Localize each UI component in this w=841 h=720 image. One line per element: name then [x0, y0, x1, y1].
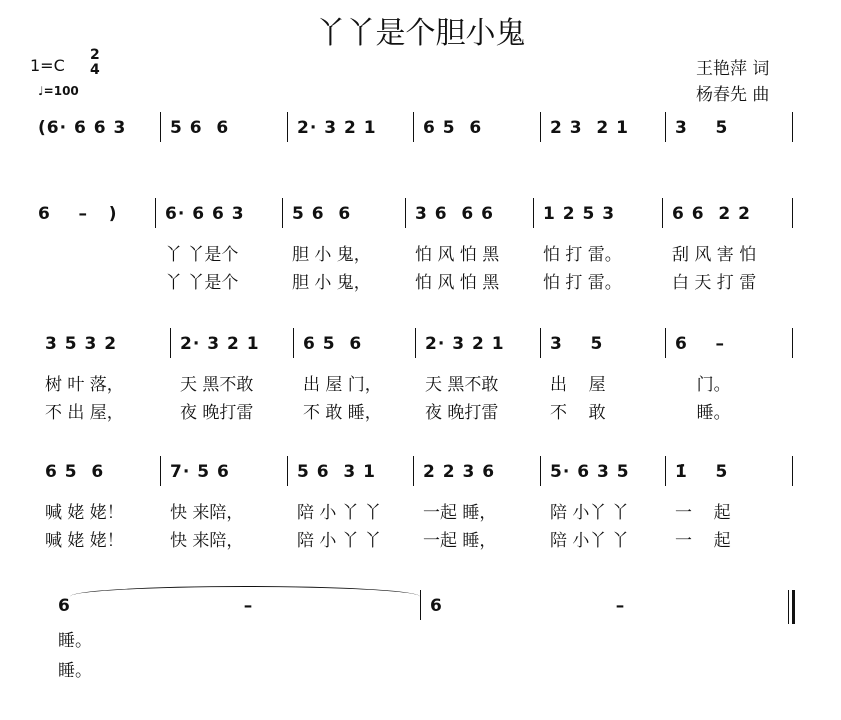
measure — [160, 118, 287, 208]
barline — [160, 456, 161, 486]
measure — [155, 204, 282, 294]
barline — [287, 112, 288, 142]
composer-credit: 杨春先 曲 — [696, 85, 770, 105]
lyric-verse-2: 不 出 屋， — [45, 403, 124, 423]
measure-notes: 6 – — [58, 596, 254, 616]
measure — [287, 118, 413, 208]
measure-notes: 1 2 5 3 — [543, 204, 616, 224]
barline — [792, 456, 793, 486]
lyric-verse-2: 夜 晚打雷 — [425, 403, 499, 423]
lyric-verse-2: 白 天 打 雷 — [672, 273, 757, 293]
measure-notes: 5 6 6 — [170, 118, 230, 138]
lyric-verse-1: 一起 睡， — [423, 503, 497, 523]
lyric-verse-2: 一起 睡， — [423, 531, 497, 551]
measure-notes: 6 – ) — [38, 204, 118, 224]
lyric-verse-1: 睡。 — [58, 631, 92, 651]
measure — [662, 204, 792, 294]
measure-notes: 6 5 6 — [423, 118, 483, 138]
time-bottom: 4 — [90, 62, 100, 78]
barline — [282, 198, 283, 228]
lyric-verse-2: 一 起 — [675, 531, 731, 551]
measure — [405, 204, 533, 294]
lyric-verse-2: 丫 丫是个 — [165, 273, 239, 293]
lyric-verse-1: 天 黑不敢 — [180, 375, 254, 395]
measure — [665, 334, 792, 424]
measure-notes: 5 6 6 — [292, 204, 352, 224]
measure — [287, 462, 413, 552]
measure — [170, 334, 293, 424]
barline — [287, 456, 288, 486]
barline — [662, 198, 663, 228]
lyric-verse-1: 树 叶 落， — [45, 375, 124, 395]
lyric-verse-1: 出 屋 门， — [303, 375, 382, 395]
measure — [533, 204, 662, 294]
barline — [420, 590, 421, 620]
barline — [665, 456, 666, 486]
lyricist-credit: 王艳萍 词 — [696, 59, 770, 79]
lyric-verse-1: 陪 小 丫 丫 — [297, 503, 382, 523]
barline — [160, 112, 161, 142]
measure — [28, 118, 160, 208]
measure — [540, 334, 665, 424]
measure — [35, 334, 170, 424]
measure-notes: 2· 3 2 1 — [425, 334, 505, 354]
measure-notes: 3 5 — [550, 334, 604, 354]
barline — [293, 328, 294, 358]
barline — [413, 112, 414, 142]
lyric-verse-1: 快 来陪， — [170, 503, 244, 523]
lyric-verse-2: 睡。 — [675, 403, 731, 423]
lyric-verse-2: 陪 小丫 丫 — [550, 531, 629, 551]
measure-notes: 6 6 2 2 — [672, 204, 751, 224]
measure-notes: 2· 3 2 1 — [297, 118, 377, 138]
measure-notes: 2 2 3 6 — [423, 462, 496, 482]
lyric-verse-1: 胆 小 鬼， — [292, 245, 371, 265]
measure-notes: 2 3 2 1 — [550, 118, 629, 138]
measure — [665, 462, 792, 552]
measure — [293, 334, 415, 424]
barline — [540, 112, 541, 142]
barline — [540, 328, 541, 358]
key-signature: 1=C — [30, 56, 65, 75]
lyric-verse-2: 睡。 — [58, 661, 92, 681]
measure-notes: 6 5 6 — [45, 462, 105, 482]
time-top: 2 — [90, 47, 100, 63]
barline — [665, 112, 666, 142]
lyric-verse-2: 胆 小 鬼， — [292, 273, 371, 293]
barline — [665, 328, 666, 358]
barline — [792, 198, 793, 228]
song-title: 丫丫是个胆小鬼 — [315, 16, 526, 51]
lyric-verse-1: 怕 风 怕 黑 — [415, 245, 500, 265]
lyric-verse-2: 陪 小 丫 丫 — [297, 531, 382, 551]
measure-notes: 5 6 3 1 — [297, 462, 376, 482]
lyric-verse-2: 不 敢 — [550, 403, 606, 423]
measure — [415, 334, 540, 424]
barline — [533, 198, 534, 228]
lyric-verse-2: 不 敢 睡， — [303, 403, 382, 423]
barline — [405, 198, 406, 228]
lyric-verse-1: 门。 — [675, 375, 731, 395]
measure-notes: 6 5 6 — [303, 334, 363, 354]
measure — [540, 118, 665, 208]
measure — [420, 596, 788, 686]
measure-notes: 3 5 — [675, 118, 729, 138]
measure — [28, 204, 155, 294]
barline — [792, 328, 793, 358]
measure — [413, 118, 540, 208]
lyric-verse-2: 快 来陪， — [170, 531, 244, 551]
final-barline — [788, 590, 795, 624]
measure — [35, 462, 160, 552]
measure-notes: 1̇ 5 — [675, 462, 729, 482]
measure-notes: 3 5 3 2 — [45, 334, 118, 354]
lyric-verse-1: 喊 姥 姥！ — [45, 503, 124, 523]
measure — [665, 118, 792, 208]
measure-notes: 3 6 6 6 — [415, 204, 494, 224]
lyric-verse-2: 夜 晚打雷 — [180, 403, 254, 423]
barline — [792, 112, 793, 142]
barline — [155, 198, 156, 228]
barline — [413, 456, 414, 486]
measure — [282, 204, 405, 294]
measure-notes: 6 – — [430, 596, 626, 616]
lyric-verse-2: 喊 姥 姥！ — [45, 531, 124, 551]
lyric-verse-1: 出 屋 — [550, 375, 606, 395]
measure-notes: 5· 6 3 5 — [550, 462, 630, 482]
time-signature — [90, 48, 100, 78]
measure — [413, 462, 540, 552]
measure-notes: 7· 5 6 — [170, 462, 230, 482]
lyric-verse-1: 丫 丫是个 — [165, 245, 239, 265]
measure-notes: 6· 6 6 3 — [165, 204, 245, 224]
lyric-verse-1: 陪 小丫 丫 — [550, 503, 629, 523]
measure — [48, 596, 420, 686]
tempo-marking: ♩=100 — [38, 84, 79, 98]
lyric-verse-1: 刮 风 害 怕 — [672, 245, 757, 265]
lyric-verse-2: 怕 风 怕 黑 — [415, 273, 500, 293]
measure-notes: 2· 3 2 1 — [180, 334, 260, 354]
measure — [540, 462, 665, 552]
barline — [170, 328, 171, 358]
barline — [540, 456, 541, 486]
lyric-verse-1: 天 黑不敢 — [425, 375, 499, 395]
measure-notes: 6 – — [675, 334, 726, 354]
lyric-verse-1: 怕 打 雷。 — [543, 245, 622, 265]
lyric-verse-2: 怕 打 雷。 — [543, 273, 622, 293]
measure — [160, 462, 287, 552]
barline — [415, 328, 416, 358]
lyric-verse-1: 一 起 — [675, 503, 731, 523]
measure-notes: (6· 6 6 3 — [38, 118, 127, 138]
